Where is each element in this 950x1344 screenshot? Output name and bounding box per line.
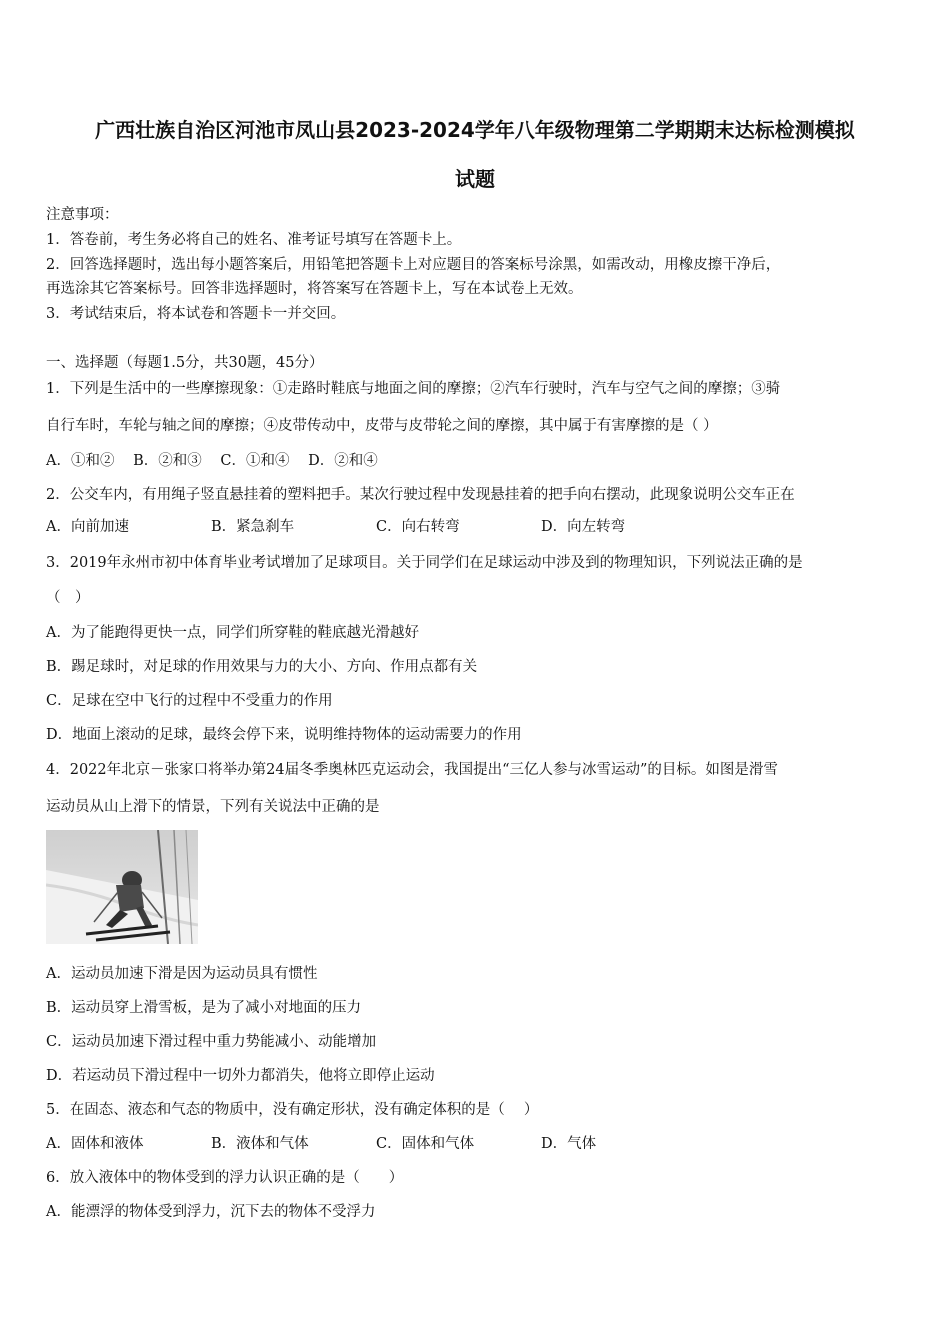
- option-a: A．为了能跑得更快一点，同学们所穿鞋的鞋底越光滑越好: [46, 625, 419, 641]
- question-3-text: 3．2019年永州市初中体育毕业考试增加了足球项目。关于同学们在足球运动中涉及到的物理知识，下列说法正确的是: [46, 555, 803, 571]
- option-c: C．①和④: [220, 453, 290, 469]
- option-b: B．运动员穿上滑雪板，是为了减小对地面的压力: [46, 1000, 362, 1016]
- option-d: D．若运动员下滑过程中一切外力都消失，他将立即停止运动: [46, 1068, 435, 1084]
- question-5-text: 5．在固态、液态和气态的物质中，没有确定形状，没有确定体积的是（ ）: [46, 1102, 539, 1118]
- question-1-text: 1．下列是生活中的一些摩擦现象：①走路时鞋底与地面之间的摩擦；②汽车行驶时，汽车与空气之间的摩擦；③骑: [46, 381, 781, 397]
- notice-item: 1．答卷前，考生务必将自己的姓名、准考证号填写在答题卡上。: [46, 232, 462, 248]
- question-2-options: [46, 515, 706, 536]
- page-title: 广西壮族自治区河池市凤山县2023-2024学年八年级物理第二学期期末达标检测模拟: [95, 118, 855, 142]
- option-b: B．液体和气体: [211, 1136, 309, 1152]
- question-1-text-continued: 自行车时，车轮与轴之间的摩擦；④皮带传动中，皮带与皮带轮之间的摩擦，其中属于有害摩擦的是（ ）: [46, 418, 718, 434]
- option-c: C．足球在空中飞行的过程中不受重力的作用: [46, 693, 333, 709]
- option-a: A．运动员加速下滑是因为运动员具有惯性: [46, 966, 318, 982]
- option-b: B．踢足球时，对足球的作用效果与力的大小、方向、作用点都有关: [46, 659, 478, 675]
- question-2-text: 2．公交车内，有用绳子竖直悬挂着的塑料把手。某次行驶过程中发现悬挂着的把手向右摆动，此现象说明公交车正在: [46, 487, 795, 503]
- question-4-text-continued: 运动员从山上滑下的情景，下列有关说法中正确的是: [46, 799, 380, 815]
- option-b: B．②和③: [133, 453, 202, 469]
- question-1-options: [46, 449, 392, 470]
- option-d: D．地面上滚动的足球，最终会停下来，说明维持物体的运动需要力的作用: [46, 727, 522, 743]
- page-title-continued: 试题: [455, 167, 495, 191]
- question-5-options: [46, 1132, 706, 1153]
- option-a: A．能漂浮的物体受到浮力，沉下去的物体不受浮力: [46, 1204, 376, 1220]
- option-c: C．运动员加速下滑过程中重力势能减小、动能增加: [46, 1034, 377, 1050]
- option-a: A．固体和液体: [46, 1136, 144, 1152]
- option-c: C．固体和气体: [376, 1136, 475, 1152]
- option-a: A．向前加速: [46, 519, 129, 535]
- notice-item: 3．考试结束后，将本试卷和答题卡一并交回。: [46, 306, 346, 322]
- notice-item: 2．回答选择题时，选出每小题答案后，用铅笔把答题卡上对应题目的答案标号涂黑，如需改动，用橡皮擦干净后，: [46, 257, 781, 273]
- question-3-text-continued: （ ）: [46, 590, 90, 606]
- question-6-text: 6．放入液体中的物体受到的浮力认识正确的是（ ）: [46, 1170, 404, 1186]
- section-heading: 一、选择题（每题1.5分，共30题，45分）: [46, 355, 324, 371]
- option-d: D．向左转弯: [541, 519, 626, 535]
- option-d: D．②和④: [308, 453, 378, 469]
- option-d: D．气体: [541, 1136, 597, 1152]
- notice-heading: 注意事项：: [46, 207, 119, 223]
- option-c: C．向右转弯: [376, 519, 460, 535]
- question-4-text: 4．2022年北京－张家口将举办第24届冬季奥林匹克运动会，我国提出“三亿人参与冰雪运动”的目标。如图是滑雪: [46, 762, 778, 778]
- skier-photo: [46, 830, 198, 944]
- option-a: A．①和②: [46, 453, 115, 469]
- notice-item: 再选涂其它答案标号。回答非选择题时，将答案写在答题卡上，写在本试卷上无效。: [46, 281, 583, 297]
- option-b: B．紧急刹车: [211, 519, 295, 535]
